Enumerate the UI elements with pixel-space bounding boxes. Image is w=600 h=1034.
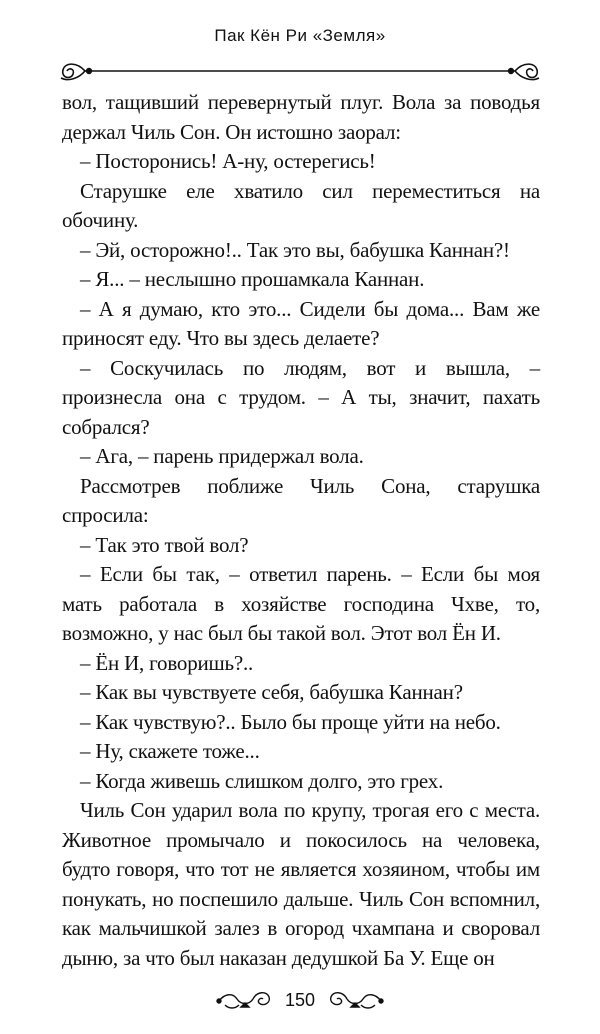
paragraph: вол, тащивший перевернутый плуг. Вола за поводья держал Чиль Сон. Он истошно заорал: (62, 90, 540, 144)
page-footer (0, 982, 600, 1018)
paragraph: – Ён И, говоришь?.. (80, 650, 254, 675)
paragraph: – Ну, скажете тоже... (80, 739, 260, 763)
paragraph: – Когда живешь слишком долго, это грех. (80, 768, 444, 793)
paragraph: – Если бы так, – ответил парень. – Если бы моя мать работала в хозяйстве господина Чхве, то, возможно, у нас был бы такой вол. Этот вол Ён И. (62, 562, 540, 645)
paragraph: Старушке еле хватило сил переместиться на обочину. (62, 178, 540, 232)
body-text (62, 88, 540, 973)
paragraph: – Как чувствую?.. Было бы проще уйти на небо. (80, 709, 501, 734)
paragraph: – Так это твой вол? (80, 532, 249, 557)
page-number: 150 (284, 989, 316, 1010)
paragraph: – Ага, – парень придержал вола. (80, 444, 364, 468)
paragraph: – Я... – неслышно прошамкала Каннан. (80, 267, 425, 291)
paragraph: – Эй, осторожно!.. Так это вы, бабушка Каннан?! (80, 237, 510, 262)
paragraph: – Посторонись! А-ну, остерегись! (80, 149, 376, 173)
paragraph: – А я думаю, кто это... Сидели бы дома... Вам же приносят еду. Что вы здесь делаете? (62, 296, 540, 350)
paragraph: – Соскучилась по людям, вот и вышла, – произнесла она с трудом. – А ты, значит, пахать собрался? (62, 355, 540, 439)
paragraph: – Как вы чувствуете себя, бабушка Каннан? (80, 680, 463, 704)
ornament-flourish-left-icon (215, 987, 273, 1013)
paragraph: Чиль Сон ударил вола по крупу, трогая его с места. Животное промычало и покосилось на человека, будто говоря, что тот не является хозяином, чтобы им понукать, но поспешило дальше. Чиль Сон вспомнил, как мальчишкой залез в огород чхампана и своровал дыню, за что был наказан дедушкой Ба У. Еще он (62, 798, 540, 970)
paragraph: Рассмотрев поближе Чиль Сона, старушка спросила: (62, 473, 540, 527)
ornament-flourish-right-icon (327, 987, 385, 1013)
ornamental-rule-icon (55, 56, 545, 86)
running-header: Пак Кён Ри «Земля» (214, 26, 386, 45)
